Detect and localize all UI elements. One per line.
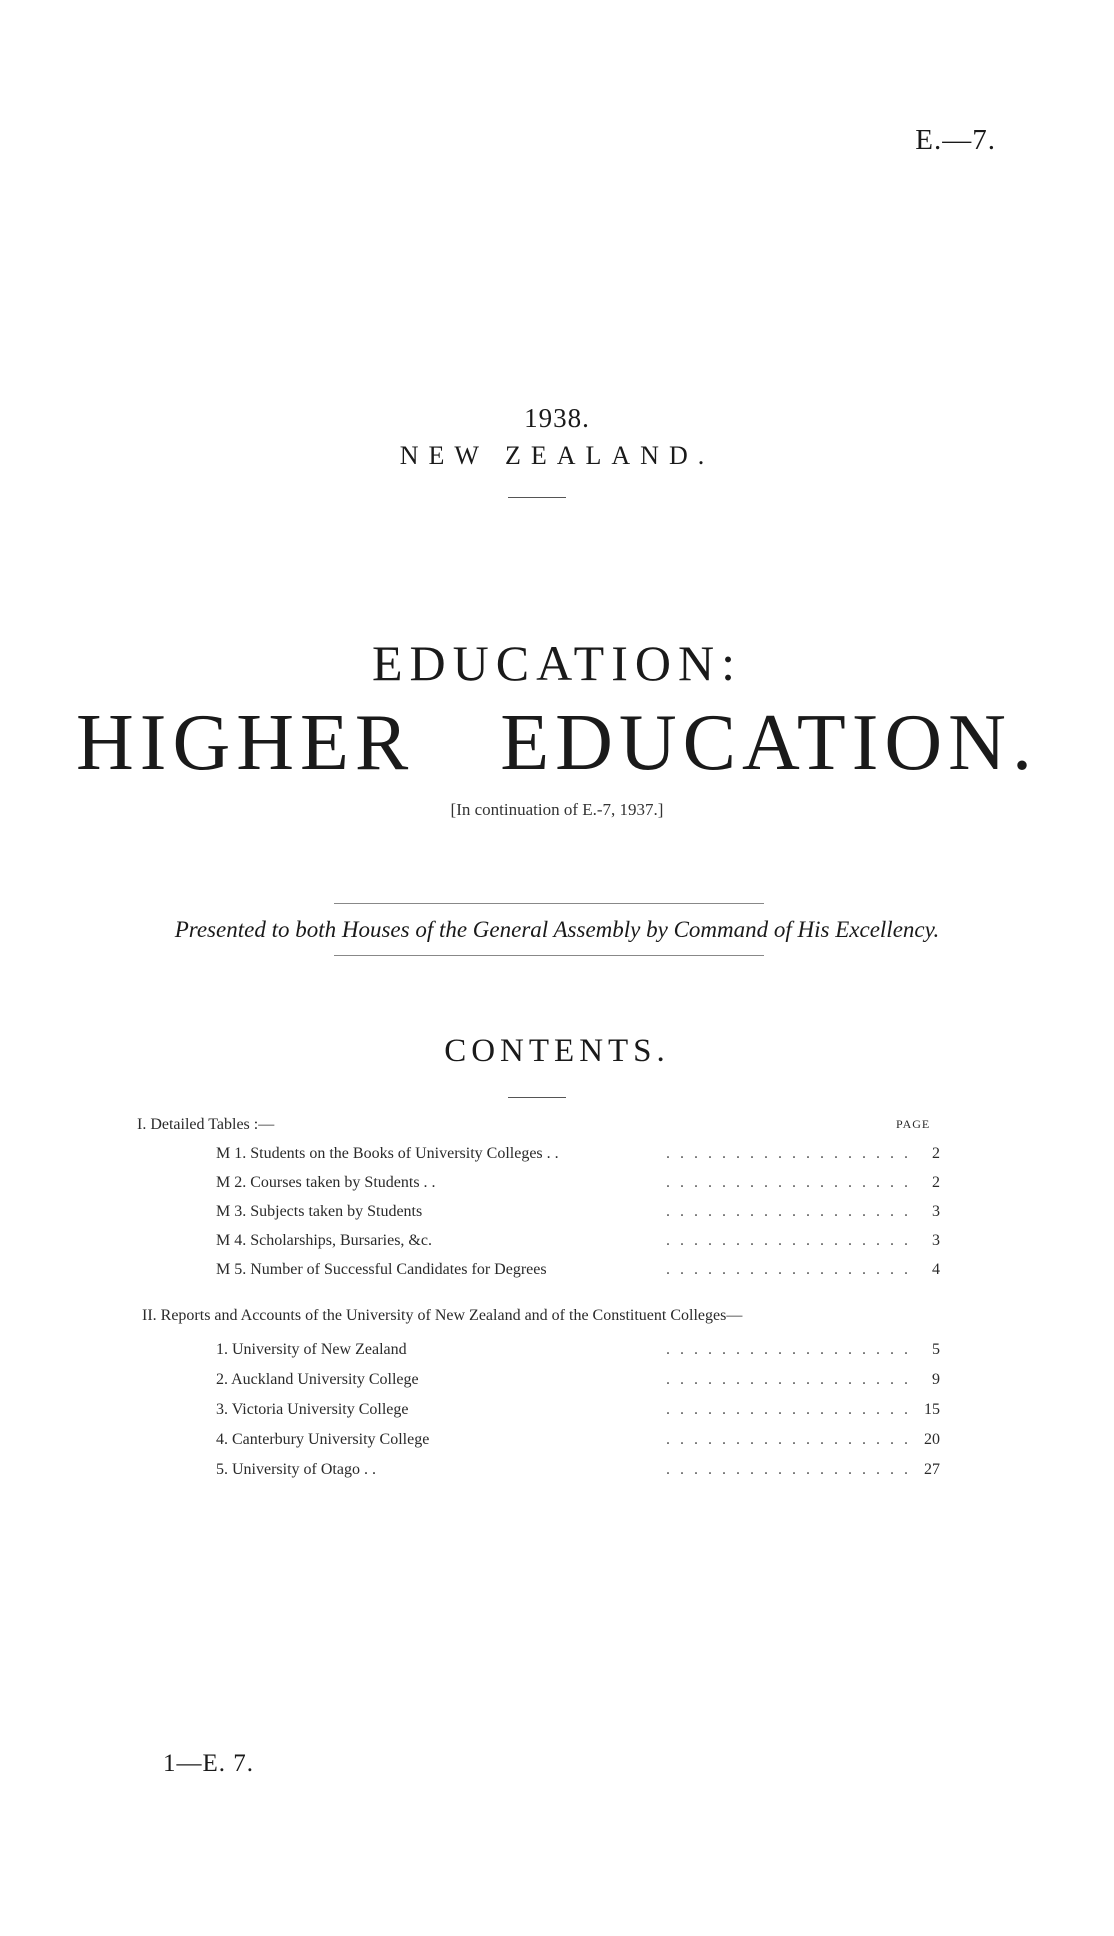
country: NEW ZEALAND.: [399, 441, 715, 470]
entry-label: M 3. Subjects taken by Students: [216, 1203, 423, 1220]
leader-dots: . . . . . . . . . . . . . . . . . .: [666, 1232, 911, 1249]
section-heading: I. Detailed Tables :—: [137, 1116, 275, 1133]
list-item: [0, 1261, 1114, 1285]
list-item: [0, 1174, 1114, 1198]
entry-page: 3: [932, 1232, 940, 1249]
entry-label: M 2. Courses taken by Students . .: [216, 1174, 436, 1191]
leader-dots: . . . . . . . . . . . . . . . . . .: [666, 1401, 911, 1418]
year: 1938.: [524, 403, 590, 433]
page-column-label: PAGE: [896, 1117, 931, 1131]
list-item: [0, 1145, 1114, 1169]
page-subtitle: HIGHER EDUCATION.: [76, 699, 1038, 787]
divider: [334, 955, 764, 956]
leader-dots: . . . . . . . . . . . . . . . . . .: [666, 1341, 911, 1358]
entry-page: 2: [932, 1174, 940, 1191]
divider: [508, 1097, 566, 1098]
entry-label: 3. Victoria University College: [216, 1401, 409, 1418]
page-title: EDUCATION:: [372, 635, 742, 691]
entry-page: 15: [924, 1401, 940, 1418]
leader-dots: . . . . . . . . . . . . . . . . . .: [666, 1174, 911, 1191]
entry-label: 5. University of Otago . .: [216, 1461, 376, 1478]
entry-page: 20: [924, 1431, 940, 1448]
entry-page: 4: [932, 1261, 940, 1278]
entry-page: 2: [932, 1145, 940, 1162]
leader-dots: . . . . . . . . . . . . . . . . . .: [666, 1461, 911, 1478]
entry-page: 5: [932, 1341, 940, 1358]
leader-dots: . . . . . . . . . . . . . . . . . .: [666, 1431, 911, 1448]
list-item: [0, 1371, 1114, 1395]
entry-page: 9: [932, 1371, 940, 1388]
entry-label: 1. University of New Zealand: [216, 1341, 407, 1358]
list-item: [0, 1461, 1114, 1485]
leader-dots: . . . . . . . . . . . . . . . . . .: [666, 1371, 911, 1388]
entry-label: M 4. Scholarships, Bursaries, &c.: [216, 1232, 432, 1249]
continuation-note: [In continuation of E.-7, 1937.]: [450, 800, 664, 819]
leader-dots: . . . . . . . . . . . . . . . . . .: [666, 1203, 911, 1220]
list-item: [0, 1232, 1114, 1256]
document-code: E.—7.: [915, 124, 996, 156]
leader-dots: . . . . . . . . . . . . . . . . . .: [666, 1261, 911, 1278]
entry-label: M 5. Number of Successful Candidates for Degrees: [216, 1261, 547, 1278]
list-item: [0, 1203, 1114, 1227]
entry-label: 2. Auckland University College: [216, 1371, 419, 1388]
list-item: [0, 1431, 1114, 1455]
divider: [334, 903, 764, 904]
footer-signature: 1—E. 7.: [163, 1750, 255, 1777]
presented-line: Presented to both Houses of the General Assembly by Command of His Excellency.: [174, 917, 940, 942]
entry-label: 4. Canterbury University College: [216, 1431, 430, 1448]
list-item: [0, 1341, 1114, 1365]
contents-heading: CONTENTS.: [444, 1033, 670, 1069]
entry-page: 3: [932, 1203, 940, 1220]
entry-label: M 1. Students on the Books of University Colleges . .: [216, 1145, 559, 1162]
divider: [508, 497, 566, 498]
leader-dots: . . . . . . . . . . . . . . . . . .: [666, 1145, 911, 1162]
list-item: [0, 1401, 1114, 1425]
section-heading: II. Reports and Accounts of the University of New Zealand and of the Constituent Colleges—: [142, 1307, 743, 1324]
entry-page: 27: [924, 1461, 940, 1478]
